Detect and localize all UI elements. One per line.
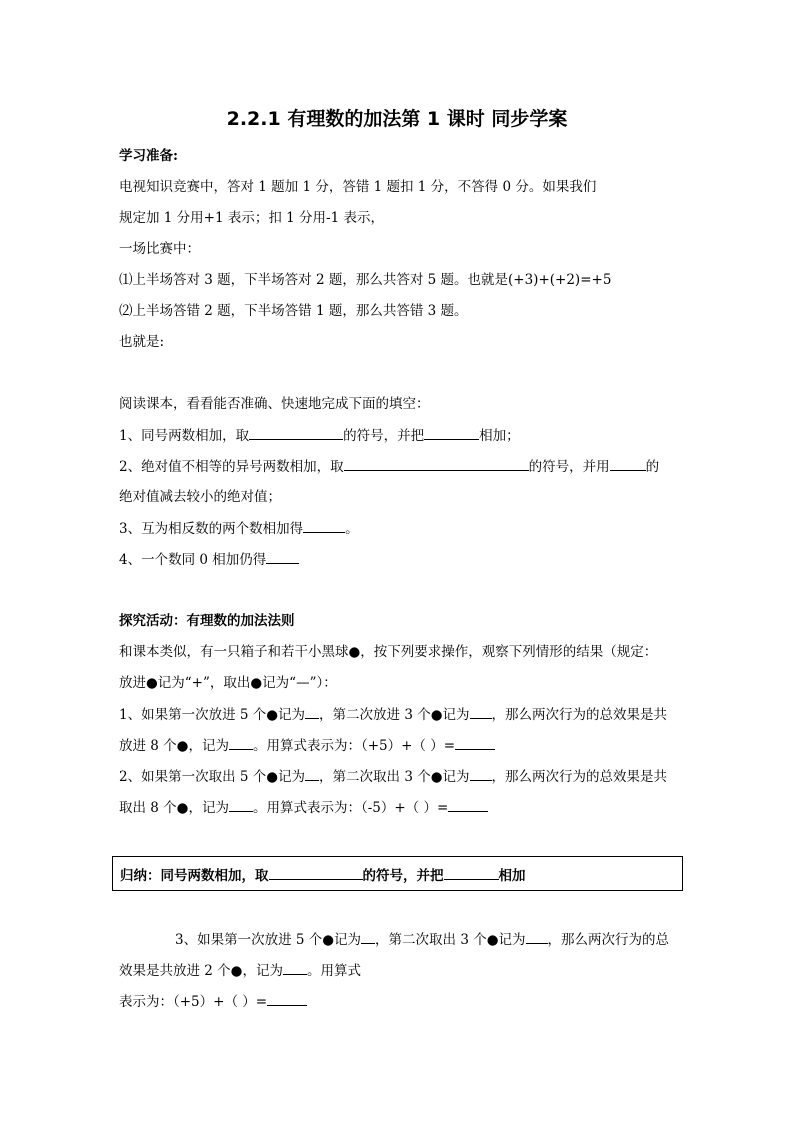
question-2-text-a: 2、绝对值不相等的异号两数相加，取 <box>119 459 344 475</box>
explore-3-text-a: 3、如果第一次放进 5 个●记为 <box>175 932 362 948</box>
prep-line-2: 规定加 1 分用+1 表示；扣 1 分用-1 表示， <box>119 210 384 226</box>
reading-intro: 阅读课本，看看能否准确、快速地完成下面的填空： <box>119 396 430 412</box>
summary-box <box>112 856 683 891</box>
explore-1-text-a: 1、如果第一次放进 5 个●记为 <box>119 707 306 723</box>
blank-e1b[interactable] <box>470 705 492 719</box>
blank-summary-b[interactable] <box>444 866 499 880</box>
question-3-text-b: 。 <box>345 521 359 537</box>
question-4 <box>119 550 299 569</box>
blank-2a[interactable] <box>344 457 529 471</box>
blank-summary-a[interactable] <box>269 866 363 880</box>
explore-3-text-e: 。用算式 <box>306 963 361 979</box>
question-2-text-b: 的符号，并用 <box>528 459 610 475</box>
blank-4[interactable] <box>266 550 299 564</box>
question-3-text-a: 3、互为相反数的两个数相加得 <box>119 521 304 537</box>
prep-line-5: ⑵上半场答错 2 题，下半场答错 1 题，那么共答错 3 题。 <box>119 303 468 319</box>
summary-text-b: 的符号，并把 <box>362 868 444 884</box>
question-4-text: 4、一个数同 0 相加仍得 <box>119 552 267 568</box>
blank-e3b[interactable] <box>526 930 548 944</box>
page-title: 2.2.1 有理数的加法第 1 课时 同步学案 <box>226 108 568 130</box>
blank-1a[interactable] <box>249 426 343 440</box>
explore-2-text-c: ，那么两次行为的总效果是共 <box>491 769 667 785</box>
blank-e3a[interactable] <box>361 930 375 944</box>
prep-line-4: ⑴上半场答对 3 题，下半场答对 2 题，那么共答对 5 题。也就是(+3)+(+2)=+5 <box>119 272 612 288</box>
blank-e3d[interactable] <box>267 992 307 1006</box>
prep-heading: 学习准备: <box>119 148 178 164</box>
explore-1-cont <box>119 736 495 755</box>
summary-text-c: 相加 <box>498 868 526 884</box>
explore-2-text-b: ，第二次取出 3 个●记为 <box>319 769 470 785</box>
explore-line-1: 和课本类似，有一只箱子和若干小黑球●，按下列要求操作，观察下列情形的结果（规定： <box>119 644 658 660</box>
blank-e2d[interactable] <box>448 798 488 812</box>
explore-line-2: 放进●记为“+”，取出●记为“—”）： <box>119 675 337 691</box>
question-1-text-b: 的符号，并把 <box>343 428 425 444</box>
explore-2 <box>119 767 667 786</box>
prep-line-1: 电视知识竞赛中，答对 1 题加 1 分，答错 1 题扣 1 分，不答得 0 分。如果我们 <box>119 179 597 195</box>
explore-1 <box>119 705 667 724</box>
blank-e1d[interactable] <box>455 736 495 750</box>
explore-1-text-e: 。用算式表示为：（+5）+（ ）= <box>252 738 456 754</box>
explore-2-text-e: 。用算式表示为：（-5）+（ ）= <box>252 800 449 816</box>
blank-e1a[interactable] <box>305 705 319 719</box>
summary-text <box>120 864 526 884</box>
blank-e2b[interactable] <box>470 767 492 781</box>
explore-3-formula <box>119 992 307 1011</box>
explore-1-text-d: 放进 8 个●，记为 <box>119 738 229 754</box>
blank-e2a[interactable] <box>305 767 319 781</box>
explore-3-text-f: 表示为：（+5）+（ ）= <box>119 994 268 1010</box>
blank-2b[interactable] <box>610 457 646 471</box>
question-1-text-a: 1、同号两数相加，取 <box>119 428 250 444</box>
explore-3 <box>175 930 669 949</box>
blank-1b[interactable] <box>424 426 479 440</box>
question-1-text-c: 相加； <box>479 428 520 444</box>
question-1 <box>119 426 520 445</box>
prep-line-6: 也就是: <box>119 334 165 350</box>
question-2-cont: 绝对值减去较小的绝对值； <box>119 489 281 505</box>
blank-e1c[interactable] <box>229 736 253 750</box>
prep-line-3: 一场比赛中： <box>119 241 200 257</box>
blank-e3c[interactable] <box>283 961 307 975</box>
explore-3-text-d: 效果是共放进 2 个●，记为 <box>119 963 283 979</box>
explore-2-text-d: 取出 8 个●，记为 <box>119 800 229 816</box>
blank-e2c[interactable] <box>229 798 253 812</box>
summary-text-a: 归纳：同号两数相加，取 <box>120 868 269 884</box>
explore-2-cont <box>119 798 488 817</box>
question-2-text-c: 的 <box>645 459 660 475</box>
explore-2-text-a: 2、如果第一次取出 5 个●记为 <box>119 769 306 785</box>
explore-1-text-b: ，第二次放进 3 个●记为 <box>319 707 470 723</box>
question-3 <box>119 519 359 538</box>
explore-heading: 探究活动：有理数的加法法则 <box>119 613 295 629</box>
explore-3-cont <box>119 961 361 980</box>
explore-3-text-b: ，第二次取出 3 个●记为 <box>375 932 526 948</box>
explore-3-text-c: ，那么两次行为的总 <box>547 932 669 948</box>
question-2 <box>119 457 659 476</box>
blank-3[interactable] <box>303 519 345 533</box>
explore-1-text-c: ，那么两次行为的总效果是共 <box>491 707 667 723</box>
